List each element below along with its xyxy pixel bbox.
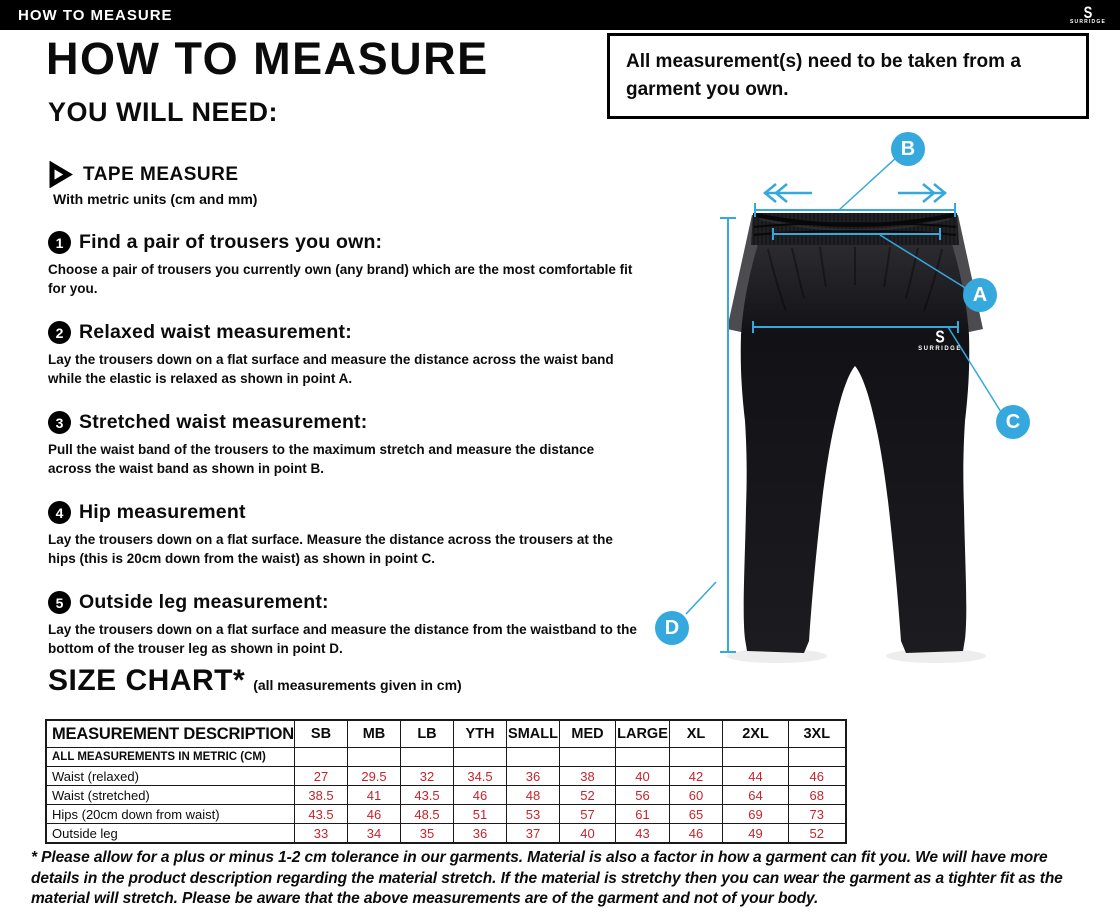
value-cell: 29.5 <box>348 767 401 786</box>
value-cell: 40 <box>616 767 670 786</box>
size-col-header: XL <box>670 720 723 748</box>
value-cell: 60 <box>670 786 723 805</box>
value-cell: 43.5 <box>401 786 454 805</box>
value-cell: 40 <box>560 824 616 844</box>
metric-subheader-cell: ALL MEASUREMENTS IN METRIC (CM) <box>46 748 295 767</box>
value-cell: 46 <box>348 805 401 824</box>
step-title: Hip measurement <box>79 501 246 523</box>
pants-brand-logo <box>910 326 970 352</box>
value-cell: 46 <box>670 824 723 844</box>
value-cell: 42 <box>670 767 723 786</box>
surridge-logo-text: SURRIDGE <box>1070 18 1106 25</box>
value-cell: 32 <box>401 767 454 786</box>
step-description: Choose a pair of trousers you currently own (any brand) which are the most comfortable fit for you. <box>48 262 633 296</box>
value-cell: 38.5 <box>295 786 348 805</box>
value-cell: 69 <box>723 805 789 824</box>
tolerance-footnote: * Please allow for a plus or minus 1-2 cm tolerance in our garments. Material is also a factor in how a garment can fit you. We will have more details in the product description regarding the material stretch. If the material is stretchy then you can wear the garment as a tighter fit as the material will stretch. Please be aware that the above measurements are of the garment and not of your body. <box>31 849 1063 907</box>
size-col-header: SB <box>295 720 348 748</box>
row-label: Waist (stretched) <box>46 786 295 805</box>
empty-cell <box>401 748 454 767</box>
row-label: Outside leg <box>46 824 295 844</box>
surridge-logo-text: SURRIDGE <box>918 346 962 352</box>
step-description: Lay the trousers down on a flat surface and measure the distance from the waistband to the bottom of the trouser leg as shown in point D. <box>48 622 637 656</box>
step-number-badge: 1 <box>48 231 71 254</box>
step-number-badge: 4 <box>48 501 71 524</box>
value-cell: 34.5 <box>454 767 507 786</box>
value-cell: 27 <box>295 767 348 786</box>
value-cell: 56 <box>616 786 670 805</box>
value-cell: 49 <box>723 824 789 844</box>
step-1 <box>48 231 648 321</box>
size-chart-subtitle: (all measurements given in cm) <box>253 677 462 693</box>
empty-cell <box>507 748 560 767</box>
value-cell: 57 <box>560 805 616 824</box>
row-label: Hips (20cm down from waist) <box>46 805 295 824</box>
size-chart-table <box>45 719 847 844</box>
step-4 <box>48 501 648 591</box>
step-description: Lay the trousers down on a flat surface and measure the distance across the waist band while the elastic is relaxed as shown in point A. <box>48 352 614 386</box>
step-2 <box>48 321 648 411</box>
page-title: HOW TO MEASURE <box>46 33 489 84</box>
top-bar-title: HOW TO MEASURE <box>18 6 173 24</box>
step-number-badge: 3 <box>48 411 71 434</box>
empty-cell <box>454 748 507 767</box>
empty-cell <box>789 748 846 767</box>
empty-cell <box>616 748 670 767</box>
step-title: Outside leg measurement: <box>79 591 329 613</box>
step-title: Find a pair of trousers you own: <box>79 231 383 253</box>
surridge-s-icon: S <box>935 326 945 346</box>
size-col-header: MED <box>560 720 616 748</box>
value-cell: 36 <box>454 824 507 844</box>
point-d-badge: D <box>655 611 689 645</box>
point-a-badge: A <box>963 278 997 312</box>
value-cell: 48.5 <box>401 805 454 824</box>
empty-cell <box>670 748 723 767</box>
step-number-badge: 2 <box>48 321 71 344</box>
table-row <box>46 805 846 824</box>
value-cell: 52 <box>789 824 846 844</box>
size-col-header: LARGE <box>616 720 670 748</box>
trousers-illustration <box>640 123 1100 683</box>
top-bar <box>0 0 1120 30</box>
size-col-header: YTH <box>454 720 507 748</box>
value-cell: 41 <box>348 786 401 805</box>
size-col-header: LB <box>401 720 454 748</box>
value-cell: 46 <box>454 786 507 805</box>
value-cell: 44 <box>723 767 789 786</box>
value-cell: 52 <box>560 786 616 805</box>
size-col-header: 3XL <box>789 720 846 748</box>
value-cell: 68 <box>789 786 846 805</box>
step-title: Stretched waist measurement: <box>79 411 368 433</box>
table-row <box>46 786 846 805</box>
step-number-badge: 5 <box>48 591 71 614</box>
value-cell: 61 <box>616 805 670 824</box>
measurement-description-header: MEASUREMENT DESCRIPTION <box>46 720 295 748</box>
value-cell: 38 <box>560 767 616 786</box>
table-row <box>46 767 846 786</box>
value-cell: 51 <box>454 805 507 824</box>
trousers-measurement-diagram <box>640 123 1100 683</box>
step-description: Pull the waist band of the trousers to the maximum stretch and measure the distance across the waist band as shown in point B. <box>48 442 595 476</box>
tape-measure-label: TAPE MEASURE <box>83 163 239 185</box>
value-cell: 37 <box>507 824 560 844</box>
value-cell: 35 <box>401 824 454 844</box>
play-triangle-icon <box>48 161 73 188</box>
table-row <box>46 824 846 844</box>
empty-cell <box>723 748 789 767</box>
value-cell: 73 <box>789 805 846 824</box>
point-b-badge: B <box>891 132 925 166</box>
row-label: Waist (relaxed) <box>46 767 295 786</box>
tape-measure-block <box>48 161 257 207</box>
value-cell: 48 <box>507 786 560 805</box>
instruction-steps <box>48 231 648 681</box>
surridge-logo <box>1070 2 1106 25</box>
empty-cell <box>560 748 616 767</box>
value-cell: 34 <box>348 824 401 844</box>
size-col-header: 2XL <box>723 720 789 748</box>
measurement-note-box: All measurement(s) need to be taken from a garment you own. <box>607 33 1089 119</box>
value-cell: 43.5 <box>295 805 348 824</box>
value-cell: 33 <box>295 824 348 844</box>
you-will-need-heading: YOU WILL NEED: <box>48 97 279 127</box>
empty-cell <box>348 748 401 767</box>
value-cell: 46 <box>789 767 846 786</box>
surridge-s-icon: S <box>1083 2 1093 22</box>
size-col-header: SMALL <box>507 720 560 748</box>
point-c-badge: C <box>996 405 1030 439</box>
step-title: Relaxed waist measurement: <box>79 321 352 343</box>
step-3 <box>48 411 648 501</box>
value-cell: 65 <box>670 805 723 824</box>
empty-cell <box>295 748 348 767</box>
size-chart-title: SIZE CHART* <box>48 664 246 697</box>
size-col-header: MB <box>348 720 401 748</box>
step-description: Lay the trousers down on a flat surface. Measure the distance across the trousers at the hips (this is 20cm down from the waist) as shown in point C. <box>48 532 613 566</box>
value-cell: 64 <box>723 786 789 805</box>
value-cell: 43 <box>616 824 670 844</box>
size-chart-heading <box>48 664 462 698</box>
metric-subheader-row <box>46 748 846 767</box>
value-cell: 36 <box>507 767 560 786</box>
tape-measure-detail: With metric units (cm and mm) <box>53 191 258 207</box>
value-cell: 53 <box>507 805 560 824</box>
